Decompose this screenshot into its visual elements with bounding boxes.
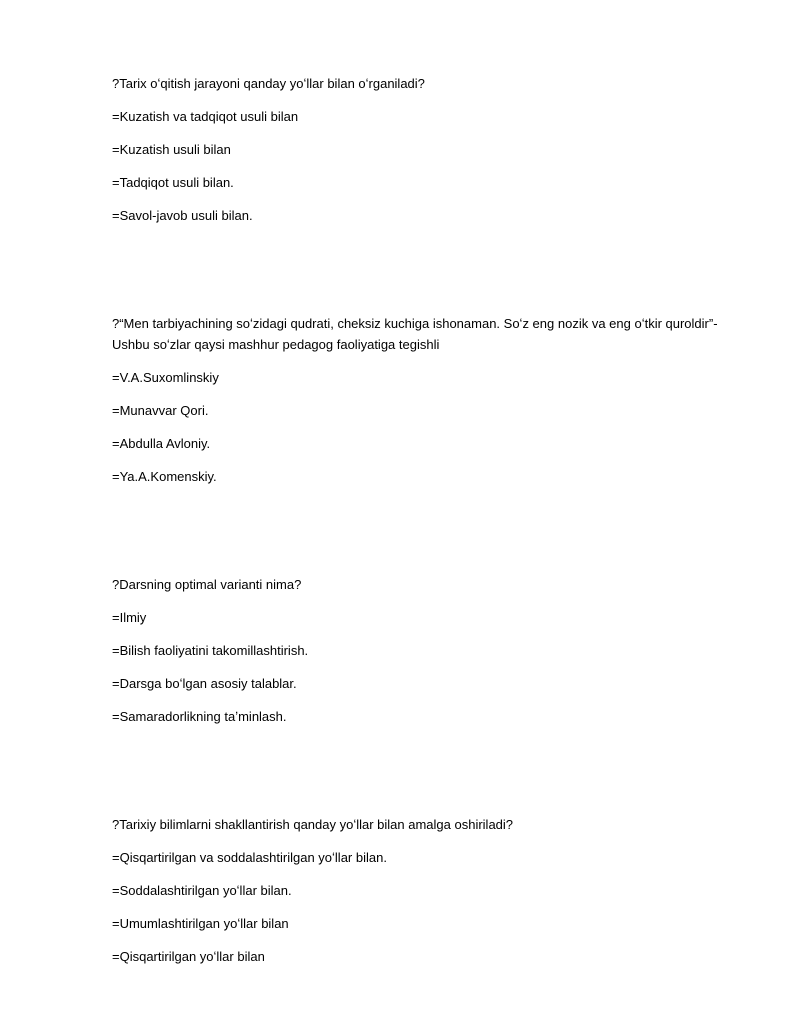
question-block-2 [112, 313, 732, 487]
answer-option: =Samaradorlikning taʼminlash. [112, 709, 287, 724]
question-block-4 [112, 814, 732, 967]
answer-option: =Ya.A.Komenskiy. [112, 469, 217, 484]
answer-option: =Soddalashtirilgan yoʻllar bilan. [112, 883, 292, 898]
answer-option: =V.A.Suxomlinskiy [112, 370, 219, 385]
document-content [112, 73, 732, 967]
answer-option: =Qisqartirilgan yoʻllar bilan [112, 949, 265, 964]
answer-option: =Kuzatish va tadqiqot usuli bilan [112, 109, 299, 124]
answer-option: =Savol-javob usuli bilan. [112, 208, 253, 223]
answer-option: =Tadqiqot usuli bilan. [112, 175, 234, 190]
question-text: ?Darsning optimal varianti nima? [112, 577, 302, 592]
question-block-3 [112, 574, 732, 727]
question-text: ?Tarix oʻqitish jarayoni qanday yoʻllar bilan oʻrganiladi? [112, 76, 425, 91]
answer-option: =Munavvar Qori. [112, 403, 209, 418]
answer-option: =Bilish faoliyatini takomillashtirish. [112, 643, 309, 658]
answer-option: =Darsga boʻlgan asosiy talablar. [112, 676, 297, 691]
answer-option: =Abdulla Avloniy. [112, 436, 211, 451]
question-text: ?“Men tarbiyachining soʻzidagi qudrati, cheksiz kuchiga ishonaman. Soʻz eng nozik va eng oʻtkir quroldir”- Ushbu soʻzlar qaysi mashhur pedagog faoliyatiga tegishli [112, 316, 718, 352]
answer-option: =Umumlashtirilgan yoʻllar bilan [112, 916, 289, 931]
answer-option: =Ilmiy [112, 610, 147, 625]
question-block-1 [112, 73, 732, 226]
answer-option: =Kuzatish usuli bilan [112, 142, 231, 157]
question-text: ?Tarixiy bilimlarni shakllantirish qanday yoʻllar bilan amalga oshiriladi? [112, 817, 514, 832]
answer-option: =Qisqartirilgan va soddalashtirilgan yoʻllar bilan. [112, 850, 387, 865]
